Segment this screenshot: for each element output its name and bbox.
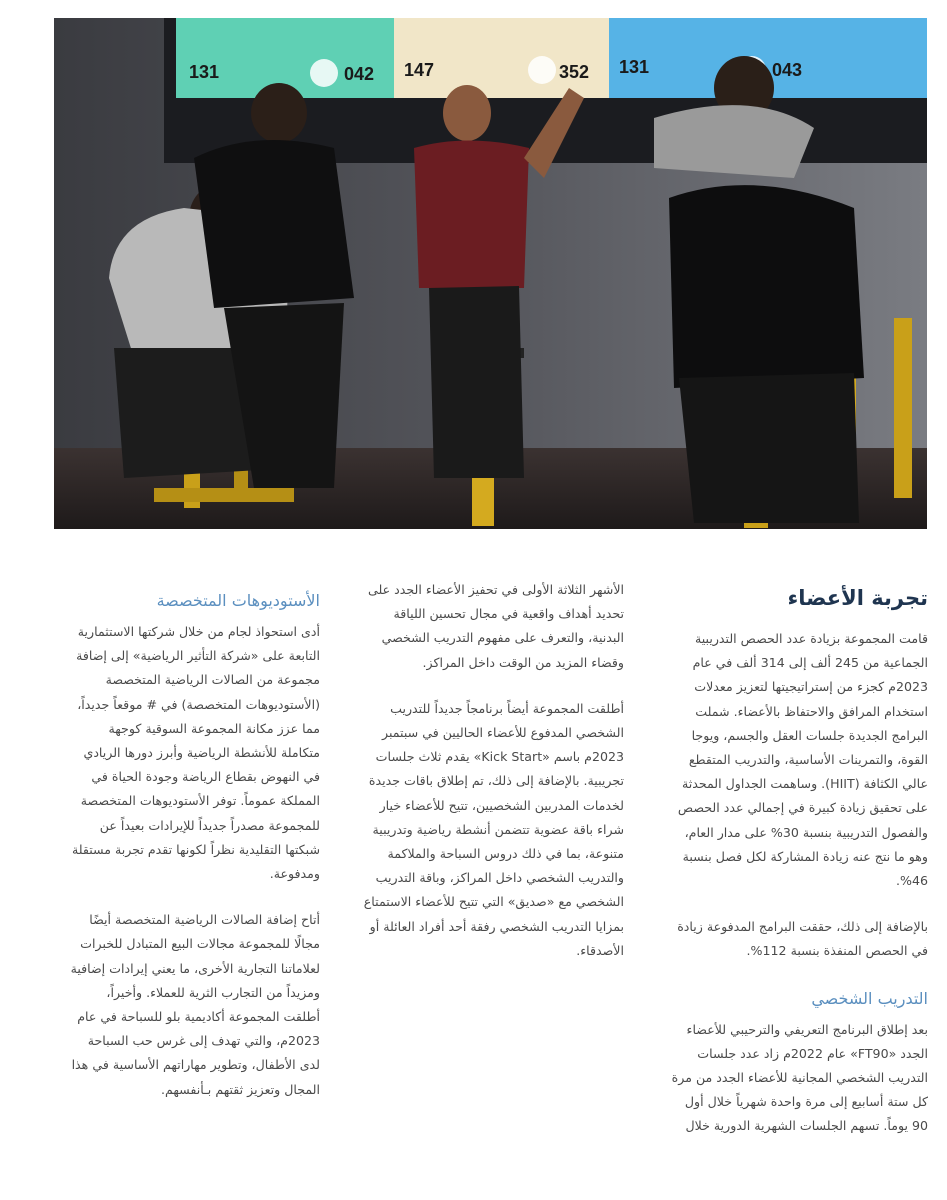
screen-1-left-number: 131 <box>188 62 220 82</box>
screen-3-left-number: 131 <box>618 57 650 77</box>
paragraph: الأشهر الثلاثة الأولى في تحفيز الأعضاء الجدد على تحديد أهداف واقعية في مجال تحسين اللياقة البدنية، والتعرف على مفهوم التدريب الشخصي وقضاء المزيد من الوقت داخل المراكز. <box>367 582 624 670</box>
section-heading-personal-training: التدريب الشخصي <box>811 988 928 1008</box>
screen-2-left-number: 147 <box>403 60 435 80</box>
screen-3-right-number: 043 <box>771 60 803 80</box>
column-personal-training-continued <box>362 578 624 985</box>
cycling-class-illustration <box>54 18 927 529</box>
screen-logo-icon <box>528 56 556 84</box>
paragraph: أدى استحواذ لجام من خلال شركتها الاستثمارية التابعة على «شركة التأثير الرياضية» إلى إضافة مجموعة من الصالات الرياضية المتخصصة (الأستوديوهات المتخصصة) في # موقعاً جديداً، مما عزز مكانة المجموعة السوقية كوجهة متكاملة للأنشطة الرياضية وأبرز دورها الريادي في النهوض بقطاع الرياضة وجودة الحياة في المملكة عموماً. توفر الأستوديوهات المتخصصة للمجموعة مصدراً جديداً للإيرادات بعيداً عن شبكتها التقليدية نظراً لكونها تقدم تجربة مستقلة ومدفوعة. <box>71 624 320 882</box>
paragraph: قامت المجموعة بزيادة عدد الحصص التدريبية الجماعية من 245 ألف إلى 314 ألف في عام 2023م كجزء من إستراتيجيتها لتعزيز معدلات استخدام المرافق والاحتفاظ بالأعضاء. شملت البرامج الجديدة جلسات العقل والجسم، ويوجا القوة، والتمرينات الأساسية، والتدريب المتقطع عالي الكثافة (HIIT). وساهمت الجداول المحدثة على تحقيق زيادة كبيرة في إجمالي عدد الحصص والفصول التدريبية بنسبة 30% على مدار العام، وهو ما نتج عنه زيادة المشاركة لكل فصل بنسبة 46%. <box>677 631 928 889</box>
hero-photo <box>54 18 927 529</box>
paragraph: أتاح إضافة الصالات الرياضية المتخصصة أيضًا مجالًا للمجموعة مجالات البيع المتبادل للخبرات لعلاماتنا التجارية الأخرى، ما يعني إيرادات إضافية ومزيداً من التجارب الثرية للعملاء. وأخيراً، أطلقت المجموعة أكاديمية بلو للسباحة في عام 2023م، والتي تهدف إلى غرس حب السباحة لدى الأطفال، وتطوير مهاراتهم الأساسية في هذا المجال وتعزيز ثقتهم بـأنفسهم. <box>70 912 320 1097</box>
screen-1-right-number: 042 <box>343 64 375 84</box>
paragraph: أطلقت المجموعة أيضاً برنامجاً جديداً للتدريب الشخصي المدفوع للأعضاء الحاليين في سبتمبر 2023م باسم «Kick Start» يقدم ثلاث جلسات تجريبية. بالإضافة إلى ذلك، تم إطلاق باقات جديدة لخدمات المدربين الشخصيين، تتيح للأعضاء خيار شراء باقة عضوية تتضمن أنشطة رياضية وتدريبية متنوعة، بما في ذلك دروس السباحة والملاكمة والتدريب الشخصي داخل المراكز، وباقة التدريب الشخصي مع «صديق» التي تتيح للأعضاء الاستمتاع بمزايا التدريب الشخصي رفقة أحد أفراد العائلة أو الأصدقاء. <box>363 700 624 958</box>
column-specialized-studios <box>70 588 320 1124</box>
screen-logo-icon <box>310 59 338 87</box>
paragraph: بعد إطلاق البرنامج التعريفي والترحيبي للأعضاء الجدد «FT90» عام 2022م زاد عدد جلسات التدريب الشخصي المجانية للأعضاء الجدد من مرة كل ستة أسابيع إلى مرة واحدة شهرياً خلال أول 90 يوماً. تسهم الجلسات الشهرية الدورية خلال <box>671 1021 928 1134</box>
column-member-experience <box>668 583 928 1161</box>
screen-panel-2 <box>394 18 609 98</box>
screen-2-right-number: 352 <box>558 62 590 82</box>
section-heading-member-experience: تجربة الأعضاء <box>787 586 928 610</box>
section-heading-specialized-studios: الأستوديوهات المتخصصة <box>156 591 320 610</box>
paragraph: بالإضافة إلى ذلك، حققت البرامج المدفوعة زيادة في الحصص المنفذة بنسبة 112%. <box>677 919 928 959</box>
